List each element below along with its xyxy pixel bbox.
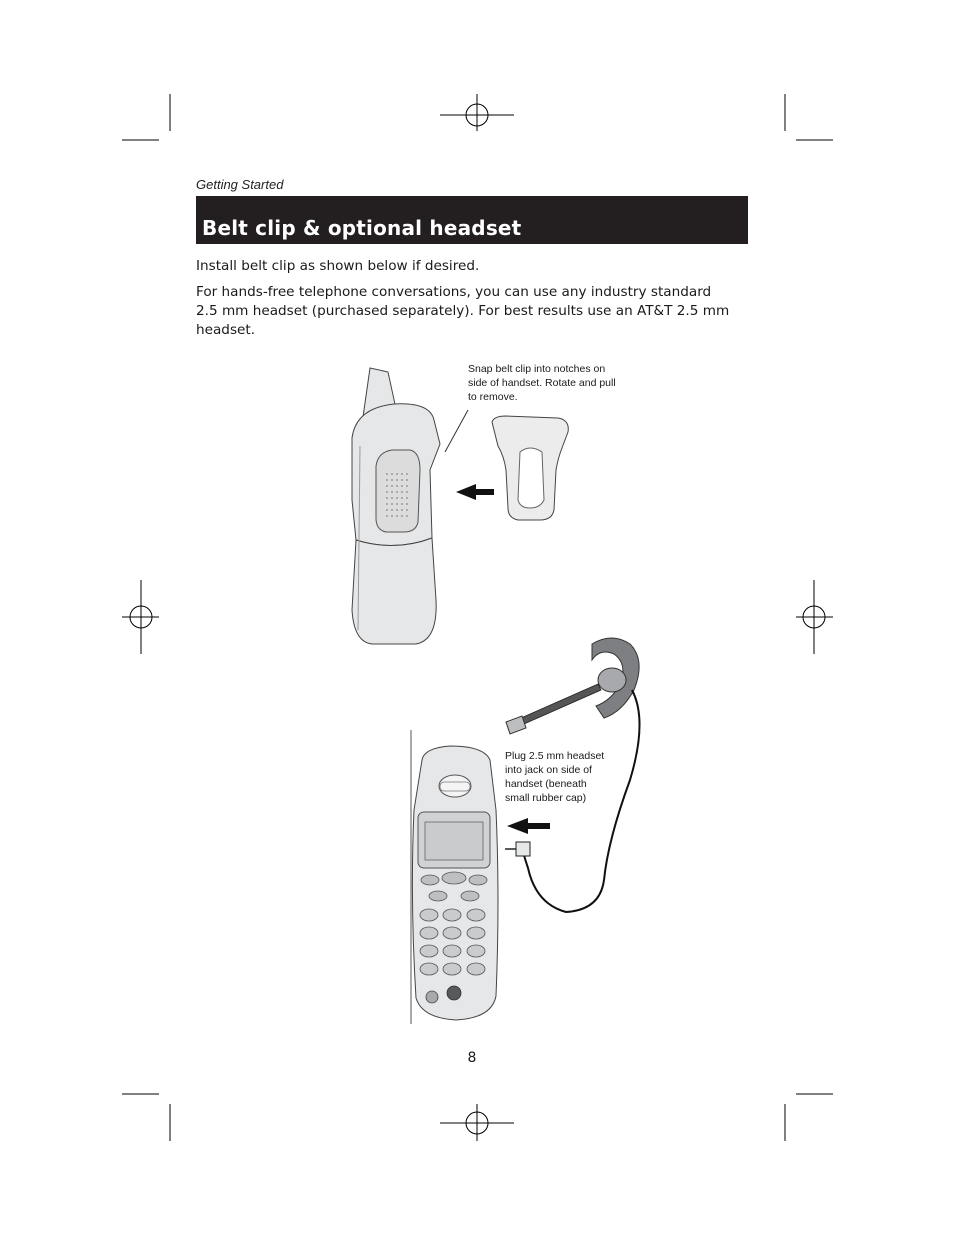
section-label: Getting Started: [196, 177, 284, 192]
page-title: Belt clip & optional headset: [202, 216, 522, 240]
title-bar: [196, 196, 748, 244]
headset-paragraph: For hands-free telephone conversations, you can use any industry standard 2.5 mm headset (purchased separately). For best results use an AT&T 2.5 mm headset.: [196, 284, 730, 338]
callout-leader-line: [445, 410, 468, 452]
plug-arrow-icon: [507, 818, 550, 834]
handset-front-illustration: [411, 730, 498, 1024]
handset-side-illustration: [352, 368, 440, 644]
intro-paragraph: Install belt clip as shown below if desired.: [196, 258, 480, 274]
page-number: 8: [467, 1050, 477, 1066]
brand-logo-icon: [447, 986, 461, 1000]
headset-callout: Plug 2.5 mm headset into jack on side of handset (beneath small rubber cap): [505, 750, 605, 804]
belt-clip-callout: Snap belt clip into notches on side of handset. Rotate and pull to remove.: [468, 363, 616, 403]
insert-arrow-icon: [456, 484, 494, 500]
belt-clip-illustration: [492, 416, 568, 520]
